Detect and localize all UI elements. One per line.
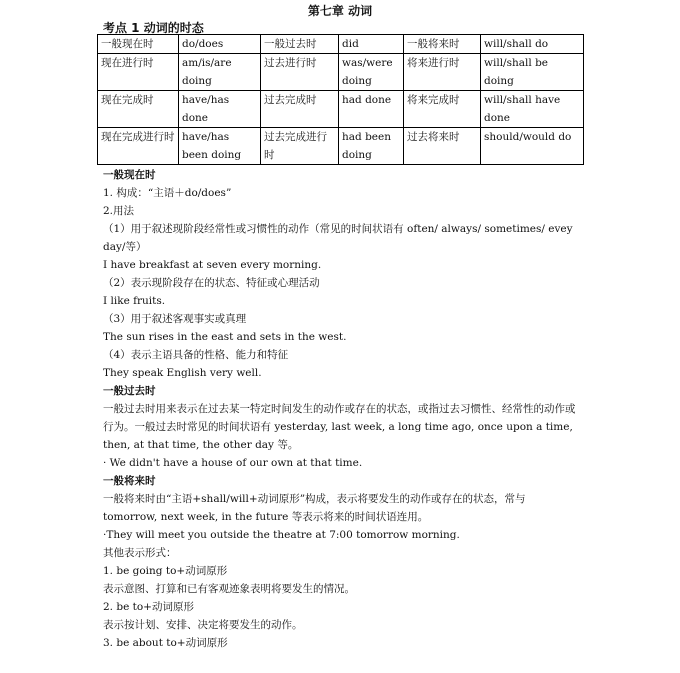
paragraph: （4）表示主语具备的性格、能力和特征 (103, 349, 289, 361)
table-cell: 现在进行时 (98, 54, 179, 91)
heading-simple-future: 一般将来时 (103, 475, 156, 487)
table-cell: should/would do (481, 128, 584, 165)
table-cell: will/shall have done (481, 91, 584, 128)
table-cell: do/does (179, 35, 261, 54)
paragraph: 3. be about to+动词原形 (103, 637, 228, 649)
paragraph: 表示按计划、安排、决定将要发生的动作。 (103, 619, 303, 631)
table-row (98, 54, 584, 91)
paragraph: 其他表示形式： (103, 547, 177, 559)
table-cell: have/has done (179, 91, 261, 128)
table-cell: 过去将来时 (404, 128, 481, 165)
table-cell: 现在完成进行时 (98, 128, 179, 165)
table-cell: 现在完成时 (98, 91, 179, 128)
table-cell: had been doing (339, 128, 404, 165)
chapter-title: 第七章 动词 (307, 4, 373, 18)
table-row (98, 35, 584, 54)
table-row (98, 128, 584, 165)
table-cell: was/were doing (339, 54, 404, 91)
heading-simple-present: 一般现在时 (103, 169, 156, 181)
paragraph: 1. be going to+动词原形 (103, 565, 228, 577)
example-sentence: · We didn't have a house of our own at that time. (103, 457, 363, 469)
example-sentence: They speak English very well. (103, 367, 262, 379)
paragraph: （1）用于叙述现阶段经常性或习惯性的动作（常见的时间状语有 often/ always/ sometimes/ evey day/等） (103, 223, 573, 253)
table-cell: 将来完成时 (404, 91, 481, 128)
tense-table (97, 34, 584, 165)
paragraph: （2）表示现阶段存在的状态、特征或心理活动 (103, 277, 320, 289)
paragraph: 表示意图、打算和已有客观迹象表明将要发生的情况。 (103, 583, 355, 595)
table-cell: 一般现在时 (98, 35, 179, 54)
paragraph: 2. be to+动词原形 (103, 601, 194, 613)
table-cell: 将来进行时 (404, 54, 481, 91)
table-cell: had done (339, 91, 404, 128)
paragraph: 2.用法 (103, 205, 135, 217)
paragraph: 一般过去时用来表示在过去某一特定时间发生的动作或存在的状态，或指过去习惯性、经常性的动作或行为。一般过去时常见的时间状语有 yesterday, last week, a long time ago, once upon a time, then, at that time, the other day 等。 (103, 403, 576, 451)
paragraph: 1. 构成：“主语＋do/does” (103, 187, 232, 199)
table-cell: 过去完成时 (261, 91, 339, 128)
paragraph: 一般将来时由“主语+shall/will+动词原形”构成，表示将要发生的动作或存在的状态，常与 tomorrow, next week, in the future 等表示将来的时间状语连用。 (103, 493, 526, 523)
table-cell: 一般将来时 (404, 35, 481, 54)
example-sentence: ·They will meet you outside the theatre at 7:00 tomorrow morning. (103, 529, 460, 541)
heading-simple-past: 一般过去时 (103, 385, 156, 397)
section-title: 考点 1 动词的时态 (103, 21, 204, 35)
table-cell: am/is/are doing (179, 54, 261, 91)
table-cell: did (339, 35, 404, 54)
paragraph: （3）用于叙述客观事实或真理 (103, 313, 247, 325)
table-cell: have/has been doing (179, 128, 261, 165)
example-sentence: I like fruits. (103, 295, 166, 307)
example-sentence: The sun rises in the east and sets in the west. (103, 331, 347, 343)
table-cell: will/shall do (481, 35, 584, 54)
table-row (98, 91, 584, 128)
table-cell: 过去进行时 (261, 54, 339, 91)
table-cell: will/shall be doing (481, 54, 584, 91)
table-cell: 过去完成进行时 (261, 128, 339, 165)
table-cell: 一般过去时 (261, 35, 339, 54)
document-body (103, 166, 583, 652)
example-sentence: I have breakfast at seven every morning. (103, 259, 322, 271)
